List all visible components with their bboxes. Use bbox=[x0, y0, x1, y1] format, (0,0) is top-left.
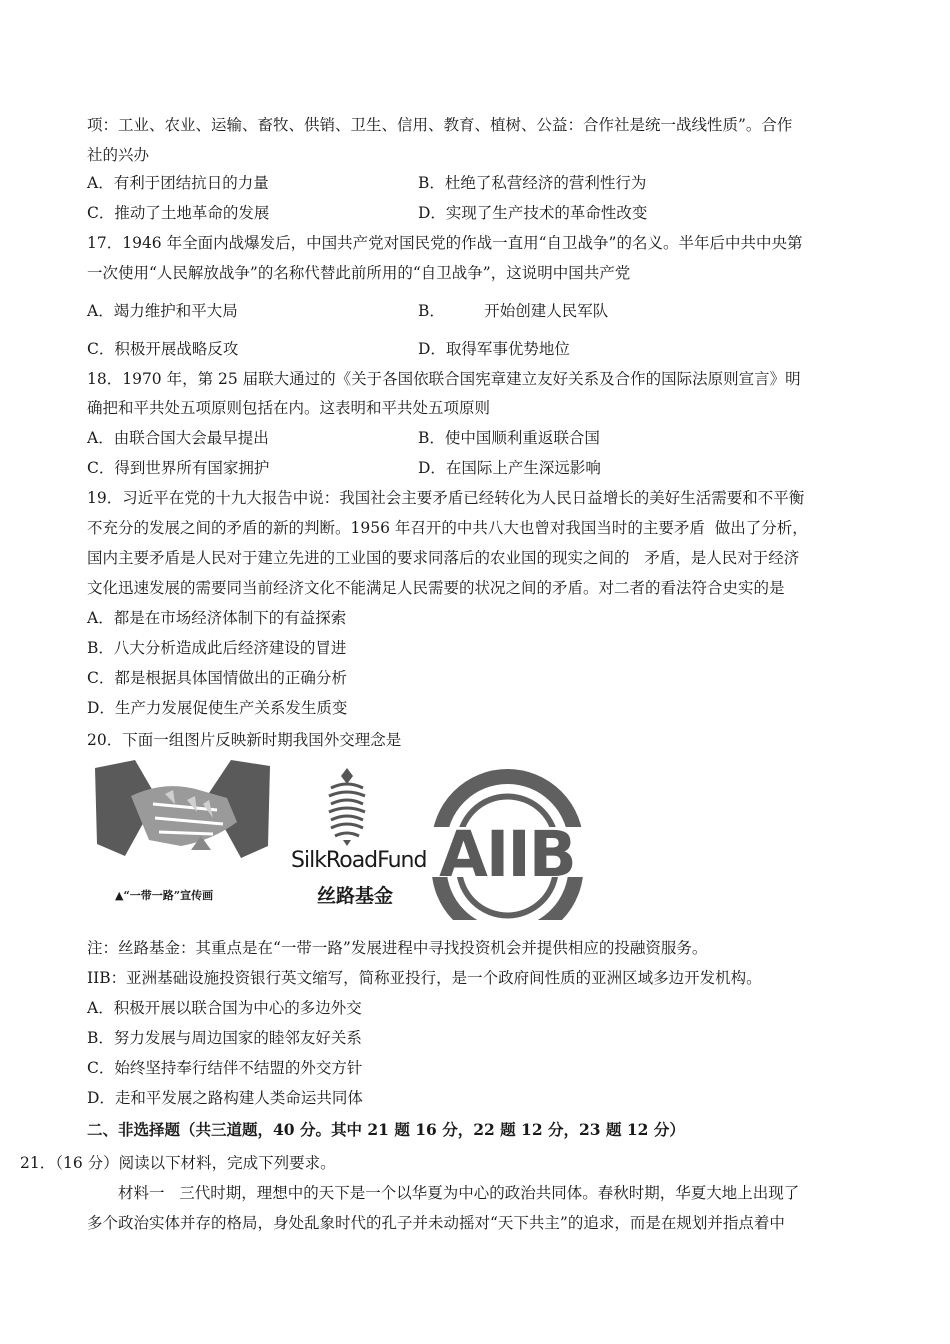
section-title: 二、非选择题（共三道题，40 分。其中 21 题 16 分，22 题 12 分，23 题 12 分） bbox=[87, 1120, 685, 1139]
q19-option-d: D．生产力发展促使生产关系发生质变 bbox=[87, 699, 348, 717]
q16-option-a: A．有利于团结抗日的力量 bbox=[87, 174, 269, 192]
q17-option-d: D．取得军事优势地位 bbox=[418, 340, 570, 358]
q20-figure-group bbox=[95, 760, 595, 920]
q17-stem-line1: 17．1946 年全面内战爆发后，中国共产党对国民党的作战一直用“自卫战争”的名义。半年后中共中央第 bbox=[87, 234, 803, 252]
q20-stem: 20．下面一组图片反映新时期我国外交理念是 bbox=[87, 731, 402, 749]
q19-stem-line2: 不充分的发展之间的矛盾的新的判断。1956 年召开的中共八大也曾对我国当时的主要矛盾 做出了分析， bbox=[87, 519, 808, 537]
silk-road-fund-chinese-name: 丝路基金 bbox=[317, 885, 394, 907]
q18-option-b: B．使中国顺利重返联合国 bbox=[418, 429, 600, 447]
aiib-logo bbox=[425, 765, 590, 920]
aiib-text: AIIB bbox=[439, 818, 575, 891]
q21-material1-line1: 材料一 三代时期，理想中的天下是一个以华夏为中心的政治共同体。春秋时期，华夏大地上出现了 bbox=[118, 1184, 800, 1202]
silk-road-fund-emblem bbox=[323, 766, 371, 846]
q18-stem-line1: 18．1970 年，第 25 届联大通过的《关于各国依联合国宪章建立友好关系及合作的国际法原则宣言》明 bbox=[87, 370, 801, 388]
q16-option-b: B．杜绝了私营经济的营利性行为 bbox=[418, 174, 647, 192]
q20-option-a: A．积极开展以联合国为中心的多边外交 bbox=[87, 999, 362, 1017]
q18-option-d: D．在国际上产生深远影响 bbox=[418, 459, 601, 477]
q20-option-c: C．始终坚持奉行结伴不结盟的外交方针 bbox=[87, 1059, 363, 1077]
q19-option-c: C．都是根据具体国情做出的正确分析 bbox=[87, 669, 347, 687]
q18-option-c: C．得到世界所有国家拥护 bbox=[87, 459, 270, 477]
q16-option-c: C．推动了土地革命的发展 bbox=[87, 204, 270, 222]
q18-option-a: A．由联合国大会最早提出 bbox=[87, 429, 269, 447]
q18-stem-line2: 确把和平共处五项原则包括在内。这表明和平共处五项原则 bbox=[87, 399, 491, 417]
q17-option-a: A．竭力维护和平大局 bbox=[87, 302, 238, 320]
q16-stem-line1: 项：工业、农业、运输、畜牧、供销、卫生、信用、教育、植树、公益：合作社是统一战线性质”。合作 bbox=[87, 116, 793, 134]
q21-stem: 21．（16 分）阅读以下材料，完成下列要求。 bbox=[20, 1154, 336, 1172]
q20-note-aiib: IIB：亚洲基础设施投资银行英文缩写，简称亚投行，是一个政府间性质的亚洲区域多边开发机构。 bbox=[87, 969, 762, 987]
q19-stem-line3: 国内主要矛盾是人民对于建立先进的工业国的要求同落后的农业国的现实之间的 矛盾，是人民对于经济 bbox=[87, 549, 800, 567]
q19-stem-line1: 19．习近平在党的十九大报告中说：我国社会主要矛盾已经转化为人民日益增长的美好生活需要和不平衡 bbox=[87, 489, 805, 507]
q19-option-a: A．都是在市场经济体制下的有益探索 bbox=[87, 609, 347, 627]
q20-note-silk-road-fund: 注：丝路基金：其重点是在“一带一路”发展进程中寻找投资机会并提供相应的投融资服务。 bbox=[87, 939, 708, 957]
silk-road-fund-name: SilkRoadFund bbox=[291, 848, 427, 873]
q20-option-d: D．走和平发展之路构建人类命运共同体 bbox=[87, 1089, 363, 1107]
q19-option-b: B．八大分析造成此后经济建设的冒进 bbox=[87, 639, 347, 657]
q17-option-c: C．积极开展战略反攻 bbox=[87, 340, 239, 358]
q20-option-b: B．努力发展与周边国家的睦邻友好关系 bbox=[87, 1029, 362, 1047]
q19-stem-line4: 文化迅速发展的需要同当前经济文化不能满足人民需要的状况之间的矛盾。对二者的看法符合史实的是 bbox=[87, 579, 785, 597]
q16-option-d: D．实现了生产技术的革命性改变 bbox=[418, 204, 648, 222]
q17-option-b: B． 开始创建人民军队 bbox=[418, 302, 609, 320]
q17-stem-line2: 一次使用“人民解放战争”的名称代替此前所用的“自卫战争”，这说明中国共产党 bbox=[87, 264, 631, 282]
handshake-image bbox=[95, 760, 270, 875]
q16-stem-line2: 社的兴办 bbox=[87, 146, 150, 164]
q21-material1-line2: 多个政治实体并存的格局，身处乱象时代的孔子并未动摇对“天下共主”的追求，而是在规划并指点着中 bbox=[87, 1214, 785, 1232]
handshake-caption: ▲“一带一路”宣传画 bbox=[115, 889, 214, 902]
